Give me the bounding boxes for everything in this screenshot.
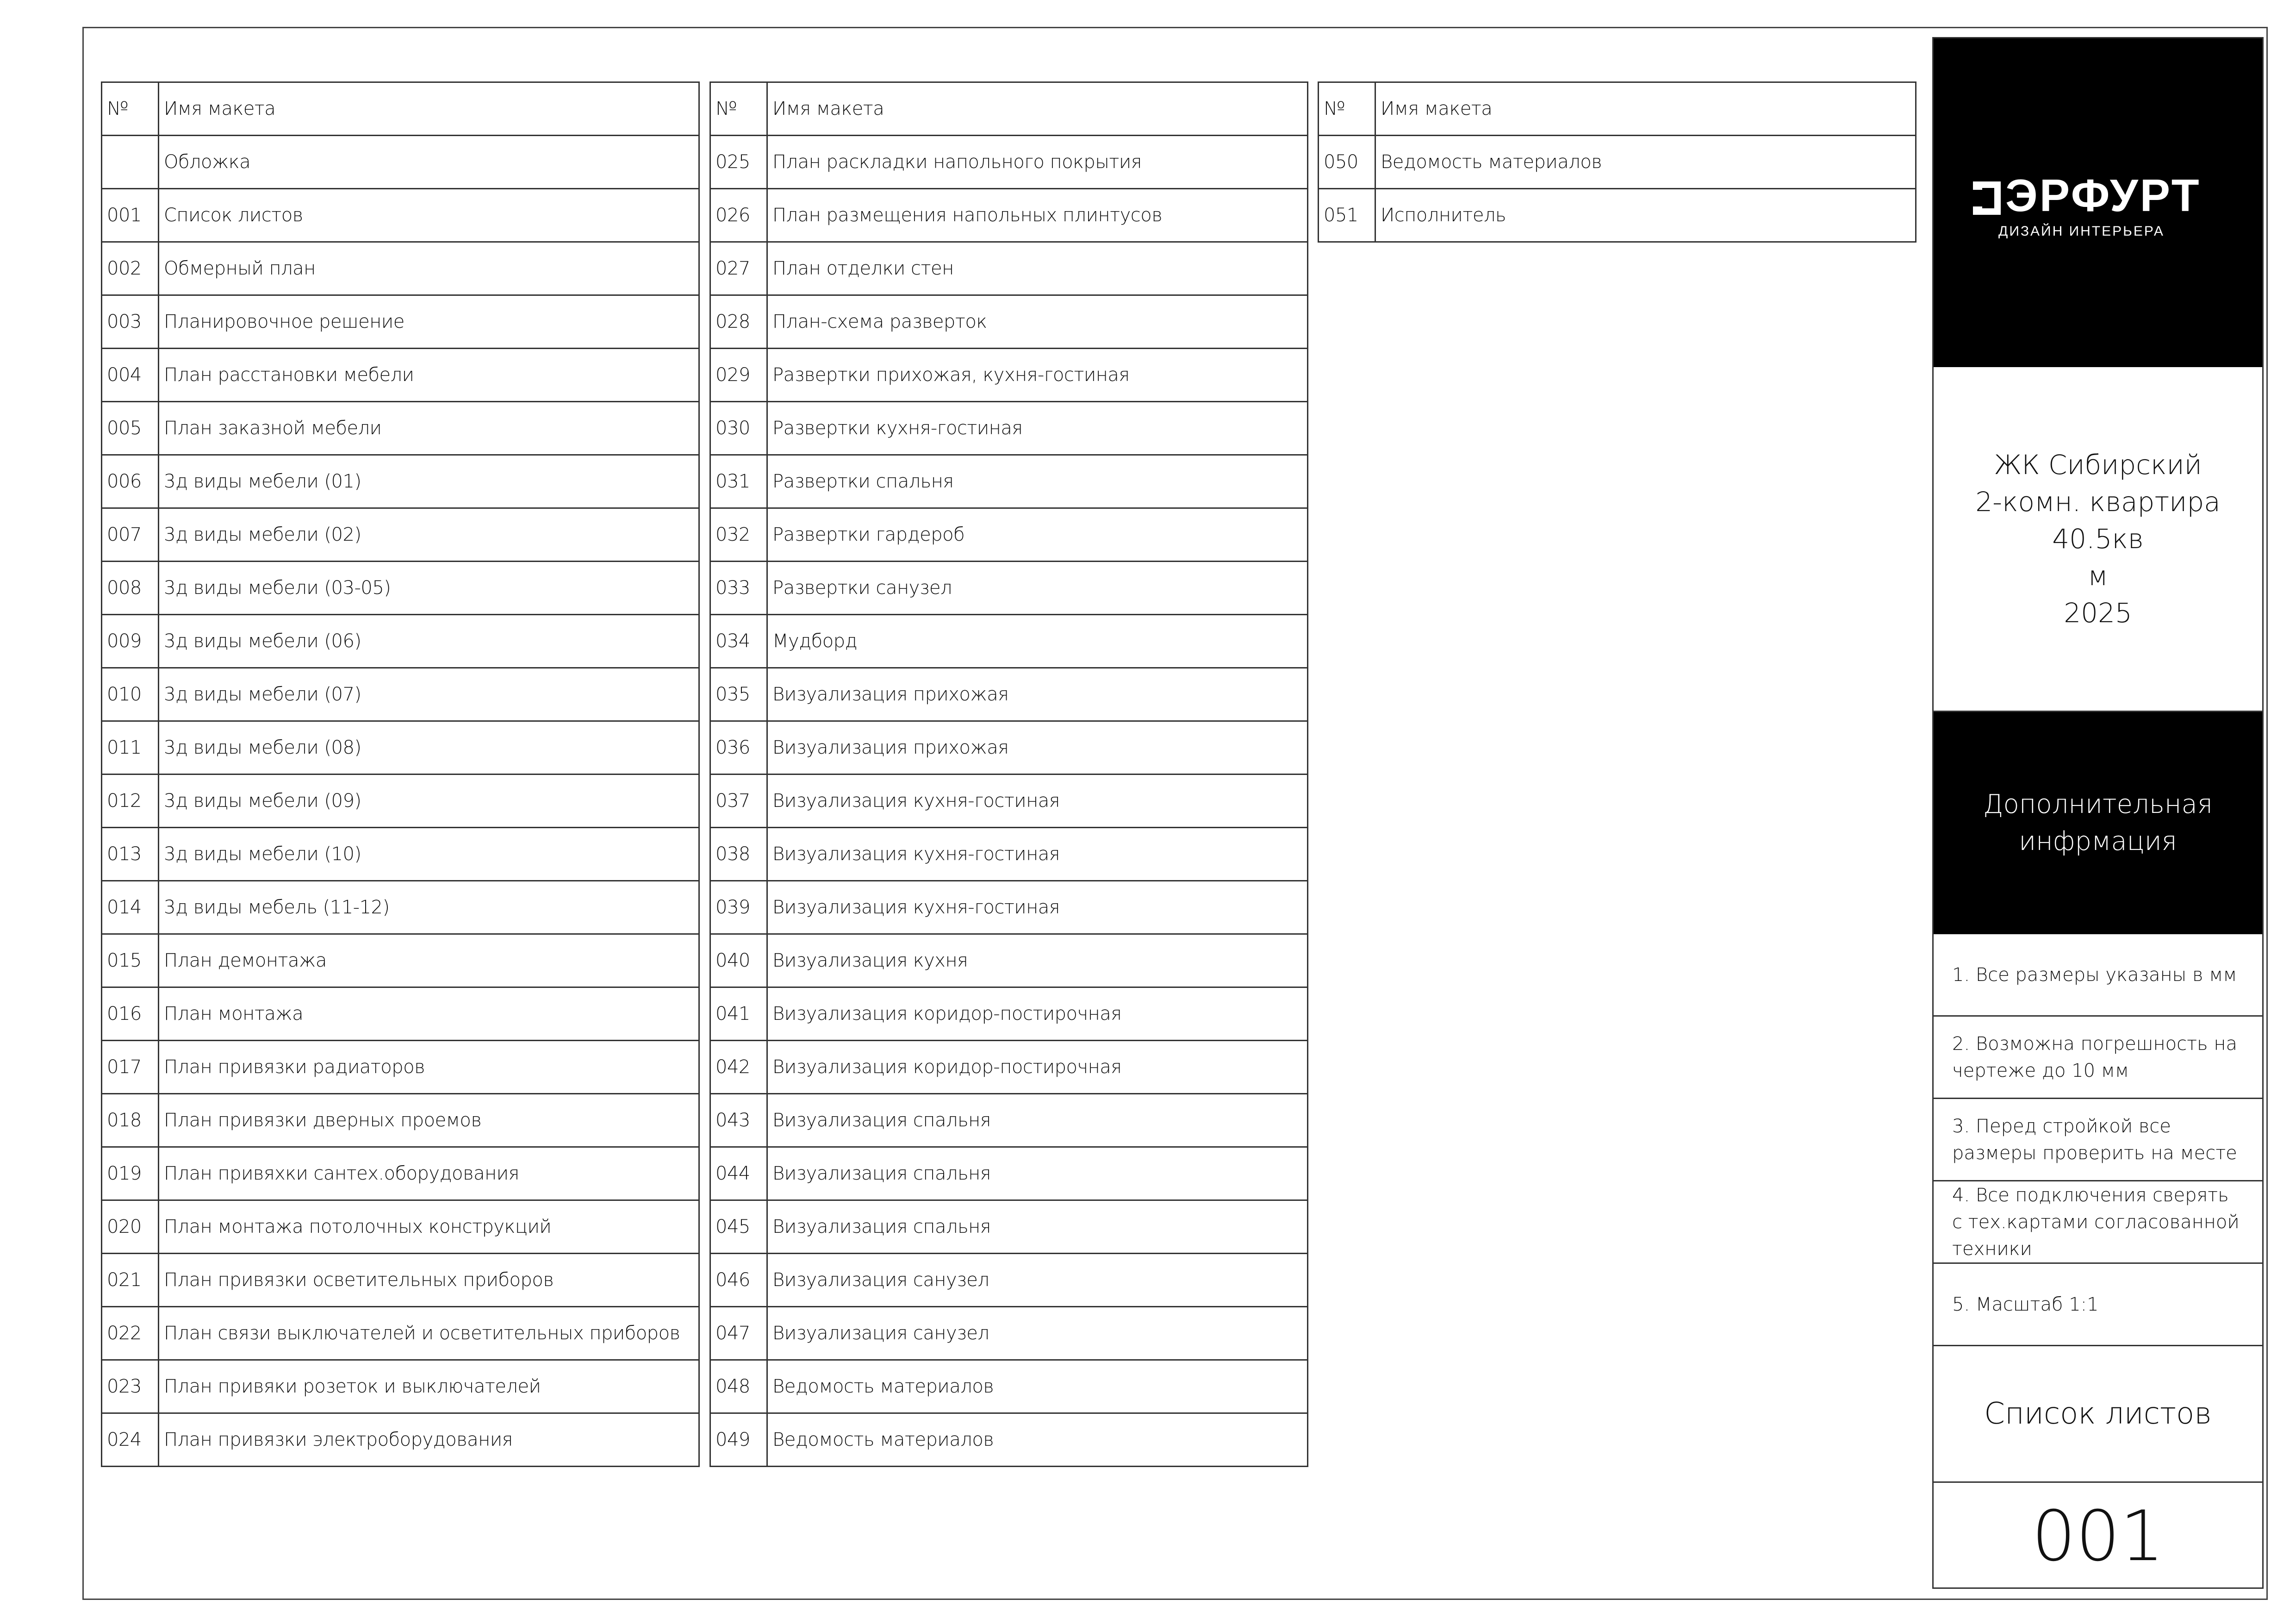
table-row xyxy=(710,1360,1308,1413)
project-line: 2-комн. квартира 40.5кв xyxy=(1975,486,2221,555)
sheet-name-cell: Развертки спальня xyxy=(767,455,1308,508)
logo-panel xyxy=(1934,38,2262,367)
sheet-number-cell: 043 xyxy=(710,1094,767,1147)
title-block xyxy=(1932,37,2264,1589)
sheet-number-cell: 031 xyxy=(710,455,767,508)
sheet-name-cell: Визуализация коридор-постирочная xyxy=(767,987,1308,1041)
sheet-number-cell: 010 xyxy=(102,668,159,721)
sheet-number-cell: 049 xyxy=(710,1413,767,1467)
sheet-number-cell: 001 xyxy=(102,189,159,242)
sheet-name-cell: План привязки дверных проемов xyxy=(159,1094,699,1147)
sheet-name-cell: План размещения напольных плинтусов xyxy=(767,189,1308,242)
note-3: 3. Перед стройкой все размеры проверить на месте xyxy=(1934,1099,2262,1181)
table-row xyxy=(102,1360,699,1413)
sheet-name-cell: Развертки кухня-гостиная xyxy=(767,402,1308,455)
table-row xyxy=(710,881,1308,934)
project-line: м xyxy=(2088,560,2108,592)
logo-mark-icon xyxy=(1973,181,2001,209)
table-header-row xyxy=(1319,82,1916,136)
sheet-name-cell: Визуализация санузел xyxy=(767,1254,1308,1307)
table-row xyxy=(710,508,1308,562)
table-row xyxy=(710,1200,1308,1254)
sheet-name-cell: Визуализация спальня xyxy=(767,1200,1308,1254)
sheet-name-cell: Визуализация спальня xyxy=(767,1094,1308,1147)
table-row xyxy=(102,1413,699,1467)
table-row xyxy=(102,1254,699,1307)
sheet-name-cell: 3д виды мебели (08) xyxy=(159,721,699,775)
sheet-name-cell: Ведомость материалов xyxy=(1375,136,1916,189)
sheet-number-cell: 047 xyxy=(710,1307,767,1360)
sheet-name-cell: Планировочное решение xyxy=(159,295,699,349)
header-number: № xyxy=(710,82,767,136)
sheet-number-cell: 051 xyxy=(1319,189,1375,242)
table-row xyxy=(710,402,1308,455)
sheet-list-table-2 xyxy=(709,81,1308,1467)
sheet-name-cell: Развертки гардероб xyxy=(767,508,1308,562)
table-row xyxy=(102,934,699,987)
table-row xyxy=(102,881,699,934)
sheet-name-cell: Мудборд xyxy=(767,615,1308,668)
table-row xyxy=(102,1147,699,1200)
sheet-number-cell xyxy=(102,136,159,189)
sheet-number-cell: 020 xyxy=(102,1200,159,1254)
sheet-list-body-3 xyxy=(1319,82,1916,242)
sheet-name-cell: План демонтажа xyxy=(159,934,699,987)
sheet-number-cell: 034 xyxy=(710,615,767,668)
sheet-name-cell: Развертки прихожая, кухня-гостиная xyxy=(767,349,1308,402)
sheet-name-cell: 3д виды мебели (06) xyxy=(159,615,699,668)
header-name: Имя макета xyxy=(159,82,699,136)
table-row xyxy=(710,615,1308,668)
table-row xyxy=(710,455,1308,508)
note-1: 1. Все размеры указаны в мм xyxy=(1934,934,2262,1017)
sheet-number-cell: 018 xyxy=(102,1094,159,1147)
sheet-number-cell: 003 xyxy=(102,295,159,349)
table-row xyxy=(102,242,699,295)
sheet-number-cell: 032 xyxy=(710,508,767,562)
sheet-name-cell: 3д виды мебель (11-12) xyxy=(159,881,699,934)
sheet-name-cell: Визуализация прихожая xyxy=(767,668,1308,721)
sheet-name-cell: Визуализация спальня xyxy=(767,1147,1308,1200)
sheet-number-cell: 012 xyxy=(102,775,159,828)
table-row xyxy=(710,242,1308,295)
sheet-list-table-1 xyxy=(101,81,700,1467)
table-row xyxy=(102,1200,699,1254)
sheet-number: 001 xyxy=(2031,1496,2165,1577)
sheet-number-cell: 037 xyxy=(710,775,767,828)
sheet-number-cell: 044 xyxy=(710,1147,767,1200)
sheet-number-cell: 013 xyxy=(102,828,159,881)
table-row xyxy=(710,295,1308,349)
sheet-name-cell: Визуализация коридор-постирочная xyxy=(767,1041,1308,1094)
note-5: 5. Масштаб 1:1 xyxy=(1934,1264,2262,1346)
table-row xyxy=(102,455,699,508)
sheet-name-cell: 3д виды мебели (01) xyxy=(159,455,699,508)
sheet-name-cell: План монтажа xyxy=(159,987,699,1041)
header-number: № xyxy=(102,82,159,136)
table-row xyxy=(710,1041,1308,1094)
sheet-number-cell: 050 xyxy=(1319,136,1375,189)
sheet-name-cell: План привяки розеток и выключателей xyxy=(159,1360,699,1413)
sheet-list-body-1 xyxy=(102,82,699,1467)
table-row xyxy=(102,721,699,775)
sheet-name-cell: Обмерный план xyxy=(159,242,699,295)
sheet-name-cell: Визуализация кухня-гостиная xyxy=(767,881,1308,934)
sheet-name-cell: План привязки электроборудования xyxy=(159,1413,699,1467)
sheet-name-cell: План-схема разверток xyxy=(767,295,1308,349)
table-row xyxy=(102,189,699,242)
sheet-number-cell: 039 xyxy=(710,881,767,934)
sheet-name-cell: Визуализация прихожая xyxy=(767,721,1308,775)
header-number: № xyxy=(1319,82,1375,136)
note-2: 2. Возможна погрешность на чертеже до 10 мм xyxy=(1934,1017,2262,1099)
sheet-number-cell: 006 xyxy=(102,455,159,508)
table-row xyxy=(710,1094,1308,1147)
sheet-name-cell: План монтажа потолочных конструкций xyxy=(159,1200,699,1254)
sheet-number-cell: 004 xyxy=(102,349,159,402)
project-line: 2025 xyxy=(2064,597,2132,629)
sheet-number-cell: 036 xyxy=(710,721,767,775)
project-line: ЖК Сибирский xyxy=(1994,449,2202,481)
sheet-number-cell: 028 xyxy=(710,295,767,349)
table-row xyxy=(710,721,1308,775)
sheet-number-cell: 038 xyxy=(710,828,767,881)
sheet-name-cell: 3д виды мебели (07) xyxy=(159,668,699,721)
table-row xyxy=(710,668,1308,721)
sheet-name-cell: План отделки стен xyxy=(767,242,1308,295)
sheet-number-cell: 022 xyxy=(102,1307,159,1360)
sheet-name-cell: План заказной мебели xyxy=(159,402,699,455)
table-header-row xyxy=(710,82,1308,136)
sheet-name-cell: План расстановки мебели xyxy=(159,349,699,402)
sheet-number-cell: 033 xyxy=(710,562,767,615)
table-header-row xyxy=(102,82,699,136)
logo-name: ЭРФУРТ xyxy=(2005,170,2201,221)
header-name: Имя макета xyxy=(767,82,1308,136)
table-row xyxy=(102,1307,699,1360)
sheet-number-cell: 048 xyxy=(710,1360,767,1413)
sheet-number-cell: 007 xyxy=(102,508,159,562)
sheet-name-cell: Визуализация кухня-гостиная xyxy=(767,828,1308,881)
sheet-title: Список листов xyxy=(1934,1346,2262,1483)
table-row xyxy=(102,615,699,668)
sheet-number-cell: 040 xyxy=(710,934,767,987)
table-row xyxy=(1319,136,1916,189)
table-row xyxy=(102,775,699,828)
sheet-name-cell: План раскладки напольного покрытия xyxy=(767,136,1308,189)
table-row xyxy=(102,349,699,402)
sheet-number-cell: 008 xyxy=(102,562,159,615)
sheet-name-cell: Визуализация санузел xyxy=(767,1307,1308,1360)
sheet-name-cell: Список листов xyxy=(159,189,699,242)
sheet-number-cell: 035 xyxy=(710,668,767,721)
sheet-name-cell: Обложка xyxy=(159,136,699,189)
sheet-number-cell: 015 xyxy=(102,934,159,987)
table-row xyxy=(102,295,699,349)
info-heading-line: инфрмация xyxy=(2019,826,2177,856)
table-row xyxy=(710,1307,1308,1360)
sheet-name-cell: 3д виды мебели (10) xyxy=(159,828,699,881)
sheet-number-cell: 026 xyxy=(710,189,767,242)
sheet-number-cell: 009 xyxy=(102,615,159,668)
sheet-number-cell: 029 xyxy=(710,349,767,402)
table-row xyxy=(710,1147,1308,1200)
project-info xyxy=(1934,367,2262,712)
table-row xyxy=(102,828,699,881)
table-row xyxy=(710,1254,1308,1307)
header-name: Имя макета xyxy=(1375,82,1916,136)
sheet-number-cell: 046 xyxy=(710,1254,767,1307)
sheet-name-cell: Визуализация кухня xyxy=(767,934,1308,987)
table-row xyxy=(710,189,1308,242)
table-row xyxy=(710,775,1308,828)
table-row xyxy=(102,987,699,1041)
sheet-number-cell: 041 xyxy=(710,987,767,1041)
sheet-list-body-2 xyxy=(710,82,1308,1467)
table-row xyxy=(1319,189,1916,242)
sheet-number-cell: 014 xyxy=(102,881,159,934)
sheet-name-cell: Ведомость материалов xyxy=(767,1413,1308,1467)
sheet-number-cell: 011 xyxy=(102,721,159,775)
table-row xyxy=(710,934,1308,987)
table-row xyxy=(102,136,699,189)
sheet-number-cell: 045 xyxy=(710,1200,767,1254)
additional-info-heading xyxy=(1934,712,2262,934)
table-row xyxy=(102,402,699,455)
sheet-name-cell: Исполнитель xyxy=(1375,189,1916,242)
table-row xyxy=(710,1413,1308,1467)
table-row xyxy=(710,136,1308,189)
sheet-number-cell: 021 xyxy=(102,1254,159,1307)
logo-subtitle: ДИЗАЙН ИНТЕРЬЕРА xyxy=(1998,224,2165,239)
sheet-name-cell: Визуализация кухня-гостиная xyxy=(767,775,1308,828)
table-row xyxy=(102,1041,699,1094)
note-4: 4. Все подключения сверять с тех.картами согласованной техники xyxy=(1934,1181,2262,1264)
info-heading-line: Дополнительная xyxy=(1983,789,2213,819)
table-row xyxy=(710,987,1308,1041)
sheet-number-cell: 042 xyxy=(710,1041,767,1094)
sheet-name-cell: Ведомость материалов xyxy=(767,1360,1308,1413)
logo xyxy=(1973,170,2201,221)
table-row xyxy=(102,1094,699,1147)
sheet-name-cell: Развертки санузел xyxy=(767,562,1308,615)
table-row xyxy=(710,349,1308,402)
sheet-number-cell: 025 xyxy=(710,136,767,189)
sheet-number-cell: 023 xyxy=(102,1360,159,1413)
sheet-number-cell: 030 xyxy=(710,402,767,455)
sheet-number-cell: 019 xyxy=(102,1147,159,1200)
sheet-name-cell: План привяхки сантех.оборудования xyxy=(159,1147,699,1200)
sheet-list-table-3 xyxy=(1318,81,1916,243)
sheet-name-cell: 3д виды мебели (02) xyxy=(159,508,699,562)
table-row xyxy=(102,562,699,615)
sheet-name-cell: План привязки осветительных приборов xyxy=(159,1254,699,1307)
sheet-number-cell: 017 xyxy=(102,1041,159,1094)
sheet-name-cell: 3д виды мебели (03-05) xyxy=(159,562,699,615)
sheet-name-cell: План связи выключателей и осветительных приборов xyxy=(159,1307,699,1360)
table-row xyxy=(102,668,699,721)
table-row xyxy=(102,508,699,562)
sheet-number-cell: 024 xyxy=(102,1413,159,1467)
sheet-name-cell: 3д виды мебели (09) xyxy=(159,775,699,828)
table-row xyxy=(710,828,1308,881)
table-row xyxy=(710,562,1308,615)
sheet-name-cell: План привязки радиаторов xyxy=(159,1041,699,1094)
sheet-number-cell: 016 xyxy=(102,987,159,1041)
sheet-number-cell: 027 xyxy=(710,242,767,295)
sheet-number-cell: 005 xyxy=(102,402,159,455)
sheet-number-cell: 002 xyxy=(102,242,159,295)
